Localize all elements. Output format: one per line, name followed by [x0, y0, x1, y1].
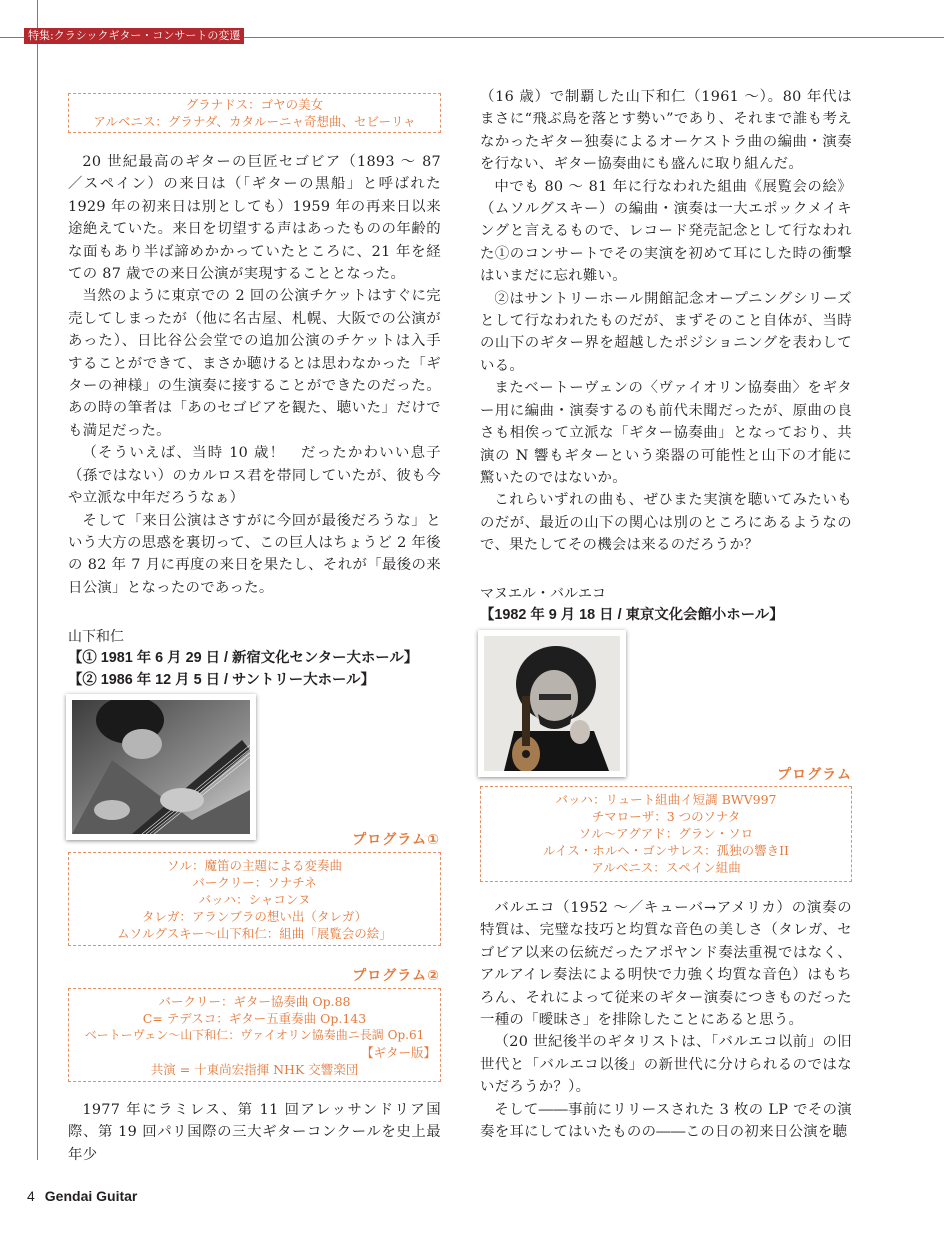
intro-program-box [68, 93, 441, 133]
paragraph: 20 世紀最高のギターの巨匠セゴビア（1893 ～ 87 ／スペイン）の来日は（「ギターの黒船」と呼ばれた 1929 年の初来日は別としても）1959 年の再来日以来途絶えていた。来日を切望する声はあったものの年齢的な面もあり半ば諦めかかっていたところに、21 年を経ての 87 歳での来日公演が実現することとなった。 [68, 154, 441, 283]
barrueco-text [480, 897, 852, 1143]
program-line: バークリー：ソナチネ [192, 875, 317, 890]
paragraph: そして「来日公演はさすがに今回が最後だろうな」という大方の思惑を裏切って、この巨人はちょうど 2 年後の 82 年 7 月に再度の来日を果たし、それが「最後の来日公演」となったのであった。 [68, 512, 441, 596]
program-line: バッハ：シャコンヌ [198, 892, 311, 907]
guitarist-photo-icon [72, 700, 250, 834]
page-number: 4 [27, 1188, 35, 1204]
barrueco-program-heading: プログラム [777, 767, 852, 783]
paragraph: 中でも 80 ～ 81 年に行なわれた組曲《展覧会の絵》（ムソルグスキー）の編曲・演奏は一大エポックメイキングと言えるもので、レコード発売記念として行なわれた①のコンサートでその実演を初めて耳にした時の衝撃はいまだに忘れ難い。 [480, 178, 852, 285]
barrueco-program-box [480, 786, 852, 882]
yamashita-program1-box [68, 852, 441, 946]
program-line: 共演 = 十東尚宏指揮 NHK 交響楽団 [150, 1062, 359, 1077]
section-tag: 特集:クラシックギター・コンサートの変遷 [24, 28, 244, 44]
program2-heading: プログラム② [352, 968, 440, 984]
paragraph: またベートーヴェンの〈ヴァイオリン協奏曲〉をギター用に編曲・演奏するのも前代未聞だったが、原曲の良さも相俟って立派な「ギター協奏曲」となっており、共演の N 響もギターという楽器の可能性と山下の才能に驚いたのではないか。 [480, 380, 852, 486]
yamashita-photo [66, 694, 256, 840]
performance-date: 【② 1986 年 12 月 5 日 / サントリー大ホール】 [68, 672, 375, 688]
program-line: アルベニス：グラナダ、カタルーニャ奇想曲、セビーリャ [93, 114, 416, 129]
left-column-tail [68, 1099, 441, 1166]
performer-name: 山下和仁 [68, 628, 124, 644]
barrueco-performer [480, 582, 860, 626]
program-line: ルイス・ホルヘ・ゴンサレス：孤独の響きII [542, 843, 789, 858]
performer-name: マヌエル・バルエコ [480, 585, 606, 601]
program-note: 【ギター版】 [361, 1045, 436, 1060]
program-line: ムソルグスキー～山下和仁：組曲「展覧会の絵」 [117, 926, 392, 941]
program1-heading: プログラム① [352, 832, 440, 848]
margin-rule [37, 0, 38, 1160]
program-line: ベートーヴェン～山下和仁：ヴァイオリン協奏曲ニ長調 Op.61 [84, 1028, 425, 1042]
program-line: アルベニス：スペイン組曲 [591, 860, 741, 875]
paragraph: 1977 年にラミレス、第 11 回アレッサンドリア国際、第 19 回パリ国際の三大ギターコンクールを史上最年少 [68, 1102, 441, 1163]
program-line: タレガ：アランブラの想い出（タレガ） [141, 909, 368, 924]
paragraph: そして――事前にリリースされた 3 枚の LP でその演奏を耳にしてはいたものの――この日の初来日公演を聴 [480, 1101, 852, 1141]
page-footer [27, 1188, 137, 1204]
paragraph: （20 世紀後半のギタリストは、「バルエコ以前」の旧世代と「バルエコ以後」の新世代に分けられるのではないだろうか？）。 [480, 1034, 852, 1096]
program-line: グラナドス：ゴヤの美女 [185, 97, 324, 112]
paragraph: ②はサントリーホール開館記念オープニングシリーズとして行なわれたものだが、まずそのこと自体が、当時の山下のギター界を超越したポジショニングを表わしている。 [480, 290, 852, 374]
left-column-text [68, 151, 441, 599]
program-line: ソル：魔笛の主題による変奏曲 [166, 858, 342, 873]
magazine-name: Gendai Guitar [44, 1188, 138, 1204]
right-column-text [480, 86, 852, 557]
program-line: ソル～アグアド：グラン・ソロ [578, 826, 754, 841]
program-line: バッハ：リュート組曲イ短調 BWV997 [555, 792, 777, 807]
program-line: バークリー：ギター協奏曲 Op.88 [158, 994, 351, 1009]
paragraph: 当然のように東京での 2 回の公演チケットはすぐに完売してしまったが（他に名古屋、札幌、大阪での公演があった）、日比谷公会堂での追加公演のチケットは入手することができて、まさか聴けるとは思わなかった「ギターの神様」の生演奏に接することができたのだった。あの時の筆者は「あのセゴビアを観た、聴いた」だけでも満足だった。 [68, 288, 441, 439]
paragraph: （16 歳）で制覇した山下和仁（1961 ～）。80 年代はまさに“飛ぶ鳥を落とす勢い”であり、それまで誰も考えなかったギター独奏によるオーケストラ曲の編曲・演奏を行ない、ギター協奏曲にも盛んに取り組んだ。 [480, 89, 852, 173]
performance-date: 【1982 年 9 月 18 日 / 東京文化会館小ホール】 [480, 607, 784, 623]
paragraph: （そういえば、当時 10 歳！ だったかわいい息子（孫ではない）のカルロス君を帯同していたが、彼も今や立派な中年だろうなぁ） [68, 445, 441, 507]
portrait-photo-icon [484, 636, 620, 771]
program-line: チマローザ：3 つのソナタ [591, 809, 741, 824]
performance-date: 【① 1981 年 6 月 29 日 / 新宿文化センター大ホール】 [68, 650, 419, 666]
yamashita-program2-box [68, 988, 441, 1082]
barrueco-photo [478, 630, 626, 777]
yamashita-performer [68, 625, 448, 691]
program-line: C= テデスコ：ギター五重奏曲 Op.143 [142, 1011, 367, 1026]
paragraph: これらいずれの曲も、ぜひまた実演を聴いてみたいものだが、最近の山下の関心は別のところにあるようなので、果たしてその機会は来るのだろうか？ [480, 492, 852, 554]
paragraph: バルエコ（1952 ～／キューバ→アメリカ）の演奏の特質は、完璧な技巧と均質な音色の美しさ（タレガ、セゴビア以来の伝統だったアポヤンド奏法重視ではなく、アルアイレ奏法による明快で力強く均質な音色）はもちろん、それによって従来のギター演奏につきものだった一種の「曖昧さ」を排除したことにあると思う。 [480, 900, 852, 1029]
